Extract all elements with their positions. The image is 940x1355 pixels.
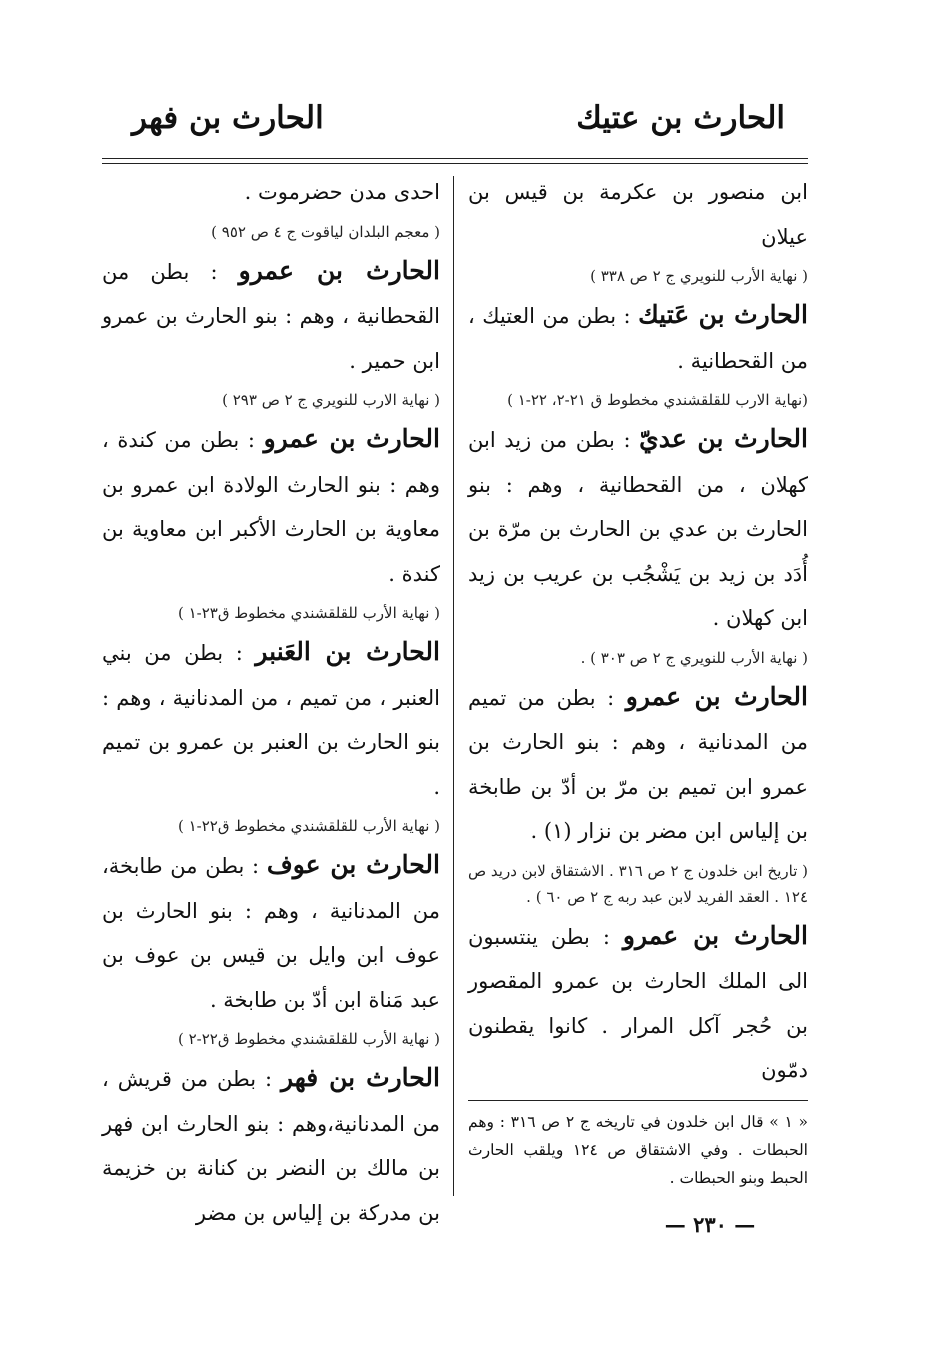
entry-text: : بطن من بني العنبر ، من تميم ، من المدنانية ، وهم : بنو الحارث بن العنبر بن عمرو بن تميم . bbox=[102, 641, 440, 799]
header-rule bbox=[102, 158, 808, 159]
right-column bbox=[468, 170, 808, 1093]
entry-text: : بطن من العتيك ، من القحطانية . bbox=[468, 304, 808, 373]
header-rule-thin bbox=[102, 163, 808, 164]
source-reference: ( معجم البلدان لياقوت ج ٤ ص ٩٥٢ ) bbox=[211, 222, 440, 241]
entry-paragraph bbox=[102, 417, 440, 596]
entry-text: : بطن ينتسبون الى الملك الحارث بن عمرو المقصور بن حُجر آكل المرار . كانوا يقطنون دمّون bbox=[468, 924, 808, 1082]
entry-heading: الحارث بن عمرو bbox=[622, 920, 808, 950]
entry-text: : بطن من قريش ، من المدنانية،وهم : بنو الحارث ابن فهر بن مالك بن النضر بن كنانة بن خزيمة بن مدركة بن إلياس بن مضر bbox=[102, 1067, 440, 1225]
entry-text: : بطن من طابخة، من المدنانية ، وهم : بنو الحارث بن عوف ابن وايل بن قيس بن عوف بن عبد مَناة ابن أدّ بن طابخة . bbox=[102, 854, 440, 1012]
entry-paragraph bbox=[102, 170, 440, 215]
source-reference: ( تاريخ ابن خلدون ج ٢ ص ٣١٦ . الاشتقاق لابن دريد ص ١٢٤ . العقد الفريد لابن عبد ربه ج ٢ ص ٦٠ ) . bbox=[468, 861, 809, 906]
entry-heading: الحارث بن عمرو bbox=[625, 681, 808, 711]
entry-heading: الحارث بن عوف bbox=[266, 850, 440, 879]
entry-heading: الحارث بن العَنبر bbox=[255, 637, 440, 666]
source-reference: ( نهاية الأرب للقلقشندي مخطوط ق٢٢-١ ) bbox=[177, 817, 440, 835]
source-reference: ( نهاية الأرب للقلقشندي مخطوط ق٢٣-١ ) bbox=[177, 604, 440, 622]
entry-heading: الحارث بن عَتيك bbox=[638, 300, 808, 329]
source-reference: (نهاية الارب للقلقشندي مخطوط ق ٢١-٢، ٢٢-١ ) bbox=[507, 391, 808, 409]
source-reference: ( نهاية الأرب للقلقشندي مخطوط ق٢٢-٢ ) bbox=[177, 1030, 440, 1048]
entry-text: : بطن من القحطانية ، وهم : بنو الحارث بن عمرو ابن حمير . bbox=[102, 259, 440, 373]
entry-text: : بطن من تميم من المدنانية ، وهم : بنو الحارث بن عمرو ابن تميم بن مرّ بن أدّ بن طابخة بن إلياس ابن مضر بن نزار (١) . bbox=[468, 685, 808, 843]
entry-paragraph bbox=[468, 170, 808, 259]
column-divider bbox=[453, 176, 454, 1196]
entry-text: : بطن من زيد ابن كهلان ، من القحطانية ، وهم : بنو الحارث بن عدي بن الحارث بن مرّة بن أُدَد بن زيد بن يَشْجُب بن عريب بن زيد ابن كهلان . bbox=[468, 428, 808, 630]
page-number: — ٢٣٠ — bbox=[664, 1212, 756, 1237]
running-header-right: الحارث بن عتيك bbox=[576, 100, 785, 136]
source-reference: ( نهاية الأرب للنويري ج ٢ ص ٣٠٣ ) . bbox=[580, 648, 808, 667]
running-header-left: الحارث بن فهر bbox=[132, 100, 324, 136]
entry-text: ابن منصور بن عكرمة بن قيس بن عيلان bbox=[468, 180, 808, 249]
entry-paragraph bbox=[468, 417, 808, 641]
source-reference: ( نهاية الأرب للنويري ج ٢ ص ٣٣٨ ) bbox=[590, 267, 808, 285]
entry-paragraph bbox=[102, 630, 440, 809]
entry-paragraph bbox=[468, 293, 808, 383]
entry-heading: الحارث بن عمرو bbox=[263, 424, 440, 453]
entry-heading: الحارث بن عديّ bbox=[639, 424, 808, 453]
entry-text: : بطن من كندة ، وهم : بنو الحارث الولادة ابن عمرو بن معاوية بن الحارث الأكبر ابن معاوية بن كندة . bbox=[102, 428, 440, 586]
entry-paragraph bbox=[102, 843, 440, 1022]
entry-heading: الحارث بن عمرو bbox=[238, 255, 440, 285]
entry-paragraph bbox=[468, 675, 808, 854]
footnote-rule bbox=[468, 1100, 808, 1101]
entry-paragraph bbox=[102, 249, 440, 384]
entry-paragraph bbox=[468, 914, 808, 1093]
entry-paragraph bbox=[102, 1056, 440, 1235]
entry-text: احدى مدن حضرموت . bbox=[244, 180, 440, 204]
entry-heading: الحارث بن فهر bbox=[280, 1063, 440, 1092]
left-column bbox=[102, 170, 440, 1235]
source-reference: ( نهاية الارب للنويري ج ٢ ص ٢٩٣ ) bbox=[222, 391, 440, 409]
footnote: « ١ » قال ابن خلدون في تاريخه ج ٢ ص ٣١٦ : وهم الحبطات . وفي الاشتقاق ص ١٢٤ ويلقب الحارث الحبط وبنو الحبطات . bbox=[468, 1113, 808, 1187]
